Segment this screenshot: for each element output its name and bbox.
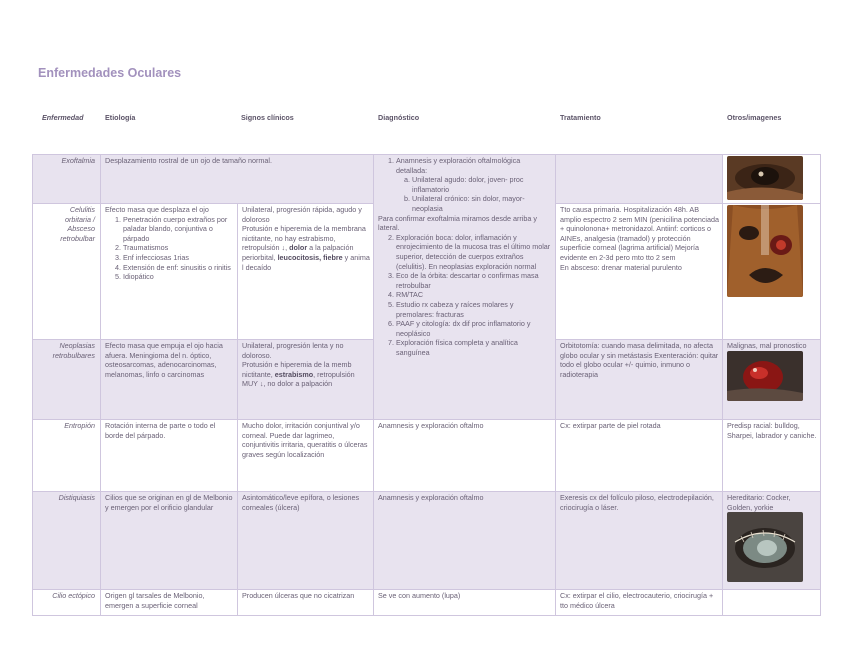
signs-line: Unilateral, progresión lenta y no doloroso. <box>242 341 344 360</box>
signs-bold: dolor <box>289 243 308 253</box>
signs-neoplasias <box>238 340 374 420</box>
other-text: Malignas, mal pronostico <box>727 341 807 350</box>
eye-tumor-photo <box>727 351 803 401</box>
diagnosis-subitem: a. Unilateral agudo: dolor, joven- proc inflamatorio <box>412 175 552 194</box>
treatment-text: Tto causa primaria. Hospitalización 48h. AB amplio espectro 2 sem MIN (penicilina potenciada + quinolonona+ metronidazol. Antiinf: corticos o AINEs, analgesia (tramadol) y protección superficie corneal (lagrima artificial) Mejoría evidente en 2-3d pero mto tto 2 sem <box>560 205 720 262</box>
treatment-exoftalmia <box>556 155 723 204</box>
treatment-entropion: Cx: extirpar parte de piel rotada <box>556 420 723 492</box>
etiology-item: 4. Extensión de enf: sinusitis o rinitis <box>123 263 234 273</box>
header-disease: Enfermedad <box>42 113 84 122</box>
disease-table <box>32 154 821 616</box>
signs-text: Protusión e hiperemia de la membrana nictitante, no hay estrabismo, retropulsión ↓, <box>242 224 366 253</box>
disease-name-neoplasias: Neoplasias retrobulbares <box>33 340 101 420</box>
treatment-text: En absceso: drenar material purulento <box>560 262 682 272</box>
dog-face-photo <box>727 205 803 297</box>
page-title: Enfermedades Oculares <box>38 66 182 80</box>
disease-name-cilio: Cilio ectópico <box>33 590 101 616</box>
etiology-item: 3. Enf infecciosas 1rias <box>123 253 234 263</box>
treatment-celulitis <box>556 204 723 340</box>
header-etiology: Etiología <box>105 113 136 122</box>
eye-closeup-photo <box>727 512 803 582</box>
table-row-distiquiasis <box>33 492 821 590</box>
other-text: Hereditario: Cocker, Golden, yorkie <box>727 493 791 512</box>
signs-bold: leucocitosis, fiebre <box>277 252 343 262</box>
other-entropion: Predisp racial: bulldog, Sharpei, labrador y caniche. <box>723 420 821 492</box>
diagnosis-item: 1. Anamnesis y exploración oftalmológica detallada: a. Unilateral agudo: dolor, joven- proc inflamatorio b. Unilateral crónico: sin dolor, mayor- neoplasia <box>396 156 552 214</box>
treatment-distiquiasis: Exeresis cx del folículo piloso, electrodepilación, criocirugía o láser. <box>556 492 723 590</box>
signs-cilio: Producen úlceras que no cicatrizan <box>238 590 374 616</box>
header-signs: Signos clínicos <box>241 113 294 122</box>
image-celulitis <box>723 204 821 340</box>
diagnosis-shared <box>374 155 556 420</box>
diagnosis-item: 7. Exploración física completa y analítica sanguínea <box>396 338 552 357</box>
signs-text: Protusión e hiperemia de la memb nictitante, <box>242 360 352 379</box>
table-row-exoftalmia <box>33 155 821 204</box>
dog-eye-photo <box>727 156 803 200</box>
diagnosis-subitem: b. Unilateral crónico: sin dolor, mayor- neoplasia <box>412 194 552 213</box>
signs-entropion: Mucho dolor, irritación conjuntival y/o corneal. Puede dar lagrimeo, conjuntivitis irritaria, queratitis o úlceras graves según localización <box>238 420 374 492</box>
image-exoftalmia <box>723 155 821 204</box>
disease-name-entropion: Entropión <box>33 420 101 492</box>
diagnosis-item: 3. Eco de la órbita: descartar o confirmas masa retrobulbar <box>396 271 552 290</box>
diagnosis-paragraph: Para confirmar exoftalmia miramos desde arriba y lateral. <box>378 213 537 233</box>
header-other: Otros/imagenes <box>727 113 782 122</box>
header-diagnosis: Diagnóstico <box>378 113 420 122</box>
signs-text: , retropulsión MUY ↓, no dolor a palpación <box>242 369 355 389</box>
etiology-distiquiasis: Cilios que se originan en gl de Melbonio y emergen por el orificio glandular <box>101 492 238 590</box>
etiology-item: 1. Penetración cuerpo extraños por paladar blando, conjuntiva o párpado <box>123 215 234 244</box>
other-cilio <box>723 590 821 616</box>
diagnosis-item: 4. RM/TAC <box>396 290 552 300</box>
disease-name-distiquiasis: Distiquiasis <box>33 492 101 590</box>
treatment-cilio: Cx: extirpar el cilio, electrocauterio, criocirugía + tto médico úlcera <box>556 590 723 616</box>
diagnosis-distiquiasis: Anamnesis y exploración oftalmo <box>374 492 556 590</box>
diagnosis-item: 5. Estudio rx cabeza y raíces molares y premolares: fracturas <box>396 300 552 319</box>
etiology-cilio: Origen gl tarsales de Melbonio, emergen a superficie corneal <box>101 590 238 616</box>
diagnosis-item: 2. Exploración boca: dolor, inflamación y enrojecimiento de la mucosa tras el último molar superior, detección de cuerpos extraños (celulitis). En neoplasias exploración normal <box>396 233 552 271</box>
etiology-item: 5. Idiopático <box>123 272 234 282</box>
disease-name-celulitis: Celulitis orbitaria / Absceso retrobulbar <box>33 204 101 340</box>
diagnosis-item: 6. PAAF y citología: dx dif proc inflamatorio y neoplásico <box>396 319 552 338</box>
table-row-entropion <box>33 420 821 492</box>
signs-text: a la palpación periorbital, <box>242 243 354 262</box>
table-row-cilio <box>33 590 821 616</box>
signs-text: y anima l decaído <box>242 252 370 272</box>
etiology-entropion: Rotación interna de parte o todo el borde del párpado. <box>101 420 238 492</box>
other-neoplasias <box>723 340 821 420</box>
signs-line: Unilateral, progresión rápida, agudo y doloroso <box>242 205 362 224</box>
header-treatment: Tratamiento <box>560 113 601 122</box>
disease-name-exoftalmia: Exoftalmia <box>33 155 101 204</box>
signs-celulitis <box>238 204 374 340</box>
diagnosis-entropion: Anamnesis y exploración oftalmo <box>374 420 556 492</box>
diagnosis-cilio: Se ve con aumento (lupa) <box>374 590 556 616</box>
other-distiquiasis <box>723 492 821 590</box>
signs-distiquiasis: Asintomático/leve epífora, o lesiones corneales (úlcera) <box>238 492 374 590</box>
treatment-neoplasias: Orbitotomía: cuando masa delimitada, no afecta globo ocular y sin metástasis Exenteración: quitar todo el globo ocular +/- quimio, inmuno o radioterapia <box>556 340 723 420</box>
etiology-item: 2. Traumatismos <box>123 243 234 253</box>
etiology-intro: Efecto masa que desplaza el ojo <box>105 205 209 214</box>
etiology-exoftalmia: Desplazamiento rostral de un ojo de tamaño normal. <box>101 155 374 204</box>
signs-bold: estrabismo <box>274 369 314 379</box>
etiology-neoplasias: Efecto masa que empuja el ojo hacia afuera. Meningioma del n. óptico, osteosarcomas, adenocarcinomas, melanomas, linfo o carcinomas <box>101 340 238 420</box>
etiology-celulitis <box>101 204 238 340</box>
